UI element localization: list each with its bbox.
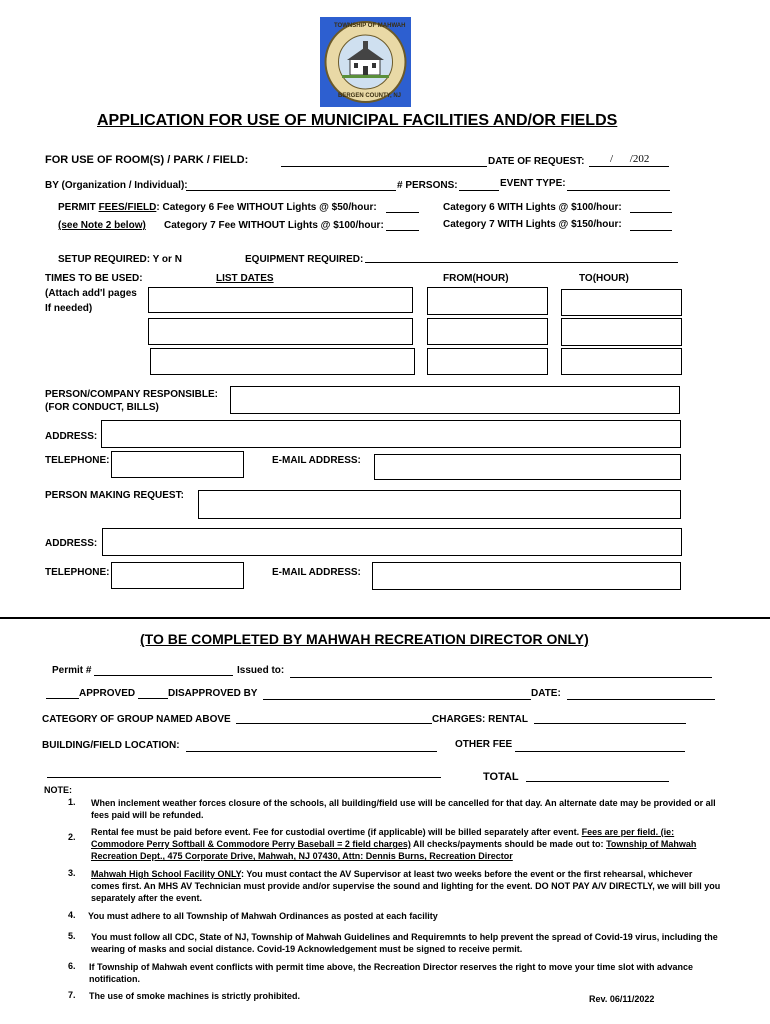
room-field[interactable]: [281, 166, 487, 167]
equipment-label: EQUIPMENT REQUIRED:: [245, 254, 364, 265]
date-request-value: / /202: [610, 153, 650, 165]
to-input-2[interactable]: [561, 318, 682, 346]
note-1-text: When inclement weather forces closure of the schools, all building/field use will be cancelled for that day. An alternate date may be provided or all fees paid will be refunded.: [91, 798, 716, 820]
note-4-text: You must adhere to all Township of Mahwah Ordinances as posted at each facility: [88, 911, 438, 921]
note-5-text: You must follow all CDC, State of NJ, Township of Mahwah Guidelines and Requiremnts to help prevent the spread of Covid-19 virus, including the wearing of masks and social distance. Covid-19 Acknowledgement must be signed to receive permit.: [91, 932, 718, 954]
equipment-field[interactable]: [365, 262, 678, 263]
note-1-number: 1.: [68, 797, 76, 807]
from-hour-header: FROM(HOUR): [443, 273, 509, 284]
responsible-label: PERSON/COMPANY RESPONSIBLE:: [45, 389, 218, 400]
room-label: FOR USE OF ROOM(S) / PARK / FIELD:: [45, 154, 249, 166]
responsible-sub-label: (FOR CONDUCT, BILLS): [45, 402, 159, 413]
from-input-1[interactable]: [427, 287, 548, 315]
event-type-field[interactable]: [567, 190, 670, 191]
seal-text-top: TOWNSHIP OF MAHWAH: [334, 23, 406, 29]
telephone2-label: TELEPHONE:: [45, 567, 110, 578]
by-label: BY (Organization / Individual):: [45, 180, 188, 191]
to-hour-header: TO(HOUR): [579, 273, 629, 284]
category-label: CATEGORY OF GROUP NAMED ABOVE: [42, 714, 231, 725]
to-input-1[interactable]: [561, 289, 682, 316]
date-input-3[interactable]: [150, 348, 415, 375]
address2-input[interactable]: [102, 528, 682, 556]
address-input[interactable]: [101, 420, 681, 448]
charges-rental-field[interactable]: [534, 723, 686, 724]
issued-to-label: Issued to:: [237, 665, 285, 676]
permit-number-field[interactable]: [94, 675, 233, 676]
page-title: APPLICATION FOR USE OF MUNICIPAL FACILITIES AND/OR FIELDS: [97, 112, 618, 129]
note-3-part-b: : You must contact the AV Supervisor at least two weeks before the event or the first rehearsal, whichever comes first. An MHS AV Technician must provide and/or supervise the sound and lighting for the event. DO NOT PAY A/V DIRECTLY, we will bill you separately after the event.: [91, 869, 721, 903]
note-6-text: If Township of Mahwah event conflicts with permit time above, the Recreation Director reserves the right to move your time slot with advance notification.: [89, 962, 693, 984]
note-3-text: [91, 868, 721, 904]
other-fee-field[interactable]: [515, 751, 685, 752]
date-request-field[interactable]: [589, 166, 669, 167]
location-label: BUILDING/FIELD LOCATION:: [42, 740, 180, 751]
see-note-label: (see Note 2 below): [58, 220, 146, 231]
fee-cat7-no-lights-field[interactable]: [386, 230, 419, 231]
approved-label: APPROVED: [79, 688, 136, 699]
fee-cat7-with-lights-field[interactable]: [630, 230, 672, 231]
total-label: TOTAL: [483, 771, 519, 783]
times-label: TIMES TO BE USED:: [45, 273, 143, 284]
fee-cat7-with-lights: Category 7 WITH Lights @ $150/hour:: [443, 219, 622, 230]
persons-label: # PERSONS:: [397, 180, 458, 191]
email2-label: E-MAIL ADDRESS:: [272, 567, 361, 578]
date-input-1[interactable]: [148, 287, 413, 313]
setup-required-label: SETUP REQUIRED: Y or N: [58, 254, 182, 265]
revision-date: Rev. 06/11/2022: [589, 994, 655, 1004]
by-field[interactable]: [186, 190, 396, 191]
telephone2-input[interactable]: [111, 562, 244, 589]
disapproved-label: DISAPPROVED BY: [168, 688, 258, 699]
disapproved-field[interactable]: [138, 698, 168, 699]
address-label: ADDRESS:: [45, 431, 98, 442]
section-divider: [0, 617, 770, 619]
list-dates-header: LIST DATES: [216, 273, 274, 284]
director-date-field[interactable]: [567, 699, 715, 700]
date-request-label: DATE OF REQUEST:: [488, 156, 585, 167]
fee-cat6-no-lights: : Category 6 Fee WITHOUT Lights @ $50/hour:: [156, 202, 377, 213]
from-input-3[interactable]: [427, 348, 548, 375]
note-3-number: 3.: [68, 868, 76, 878]
responsible-input[interactable]: [230, 386, 680, 414]
telephone-input[interactable]: [111, 451, 244, 478]
note-5-number: 5.: [68, 931, 76, 941]
category-field[interactable]: [236, 723, 432, 724]
telephone-label: TELEPHONE:: [45, 455, 110, 466]
note-4-number: 4.: [68, 910, 76, 920]
email2-input[interactable]: [372, 562, 681, 590]
person-making-input[interactable]: [198, 490, 681, 519]
note-6-number: 6.: [68, 961, 76, 971]
attach-note-1: (Attach add'l pages: [45, 288, 137, 299]
email-label: E-MAIL ADDRESS:: [272, 455, 361, 466]
attach-note-2: If needed): [45, 303, 93, 314]
note-2-part-c: All checks/payments should be made out to:: [410, 839, 607, 849]
note-7-text: The use of smoke machines is strictly prohibited.: [89, 991, 301, 1001]
fee-cat6-with-lights-field[interactable]: [630, 212, 672, 213]
from-input-2[interactable]: [427, 318, 548, 345]
seal-text-bottom: BERGEN COUNTY, NJ: [338, 93, 402, 99]
note-2-number: 2.: [68, 832, 76, 842]
charges-rental-label: CHARGES: RENTAL: [432, 714, 528, 725]
fee-cat7-no-lights: Category 7 Fee WITHOUT Lights @ $100/hour:: [164, 220, 384, 231]
director-date-label: DATE:: [531, 688, 561, 699]
note-2-part-b: Fees are per field. (ie: Commodore Perry Softball & Commodore Perry Baseball = 2 field charges): [91, 827, 675, 849]
signature-line[interactable]: [47, 777, 441, 778]
event-type-label: EVENT TYPE:: [500, 178, 566, 189]
permit-number-label: Permit #: [52, 665, 92, 676]
note-2-part-d: Township of Mahwah Recreation Dept., 475 Corporate Drive, Mahwah, NJ 07430, Attn: Dennis Burns, Recreation Director: [91, 839, 697, 861]
to-input-3[interactable]: [561, 348, 682, 375]
person-making-label: PERSON MAKING REQUEST:: [45, 490, 184, 501]
fee-cat6-with-lights: Category 6 WITH Lights @ $100/hour:: [443, 202, 622, 213]
location-field[interactable]: [186, 751, 437, 752]
persons-field[interactable]: [459, 190, 499, 191]
note-2-text: [91, 826, 721, 862]
permit-fees-line: [58, 202, 377, 213]
permit-fees-label: FEES/FIELD: [98, 202, 157, 213]
fee-cat6-no-lights-field[interactable]: [386, 212, 419, 213]
director-heading: (TO BE COMPLETED BY MAHWAH RECREATION DIRECTOR ONLY): [140, 631, 589, 647]
approved-field[interactable]: [46, 698, 79, 699]
issued-to-field[interactable]: [290, 677, 712, 678]
address2-label: ADDRESS:: [45, 538, 98, 549]
township-seal: [320, 17, 411, 107]
email-input[interactable]: [374, 454, 681, 480]
note-2-part-a: Rental fee must be paid before event. Fee for custodial overtime (if applicable) will be billed separately after event.: [91, 827, 582, 837]
date-input-2[interactable]: [148, 318, 413, 345]
note-3-part-a: Mahwah High School Facility ONLY: [91, 869, 242, 879]
notes-heading: NOTE:: [44, 785, 72, 795]
disapproved-by-field[interactable]: [263, 699, 531, 700]
other-fee-label: OTHER FEE: [455, 739, 513, 750]
permit-label: PERMIT: [58, 202, 99, 213]
total-field[interactable]: [526, 781, 669, 782]
note-7-number: 7.: [68, 990, 76, 1000]
